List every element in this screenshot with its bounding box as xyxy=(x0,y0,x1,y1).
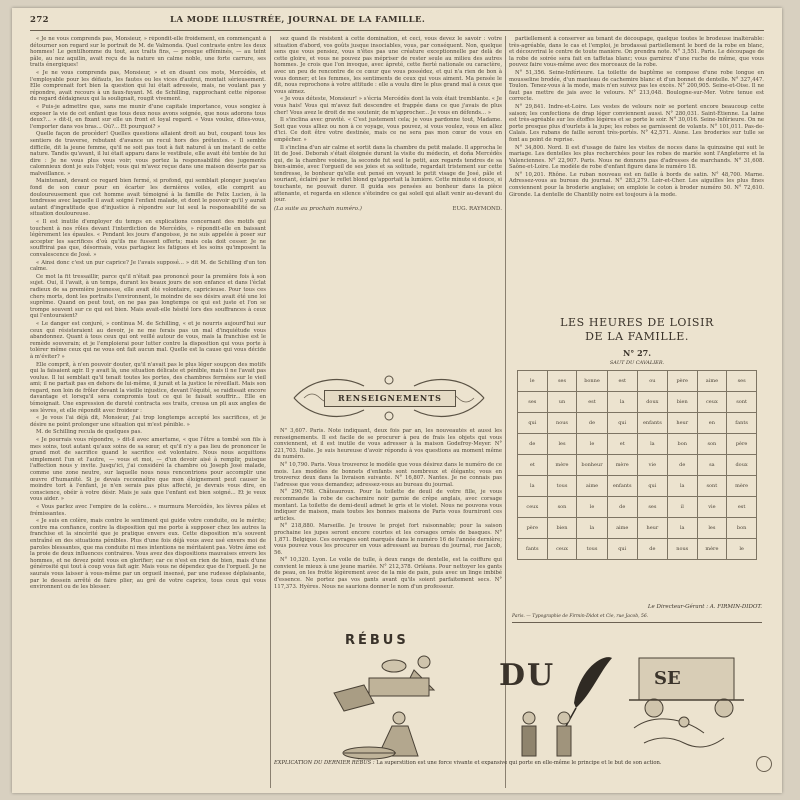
grid-cell: ses xyxy=(727,371,757,392)
paragraph: N° 34,800. Nord. Il est d'usage de faire les visites de noces dans la quinzaine qui suit le mariage. Les dentelles les plus recherchées pour les robes de mariée sont l'Angleterre et la Valenciennes. N° 22,907. Paris. Nous ne donnons pas d'adresses de marchands. N° 31,608. Saône-et-Loire. Le modèle de robe d'enfant figure dans le numéro 18. xyxy=(509,144,764,171)
grid-cell: la xyxy=(577,518,607,539)
grid-cell: père xyxy=(667,371,697,392)
column-divider xyxy=(270,36,271,788)
grid-cell: aime xyxy=(697,371,727,392)
explanation-text: La superstition est une force vivante et expansive qui porte en elle-même le principe et le but de son action. xyxy=(376,760,662,766)
man-with-barrel-icon xyxy=(334,656,434,711)
grid-cell: ceux xyxy=(518,497,548,518)
grid-cell: tous xyxy=(547,476,577,497)
grid-cell: en xyxy=(697,413,727,434)
page-number: 272 xyxy=(30,15,49,25)
renseignements-column-3 xyxy=(509,36,764,323)
grid-cell: la xyxy=(637,434,667,455)
grid-cell: de xyxy=(667,455,697,476)
paragraph: Il s'inclina avec gravité. « C'est justement cela; je vous pardonne tout, Madame. Soit que vous alliez ou non à ce voyage, vous pouvez, si vous voulez, vous en allez d'ici. Ce doit être votre destinée, mais ce ne sera pas mon cœur de vous en empêcher. » xyxy=(274,117,502,143)
flying-figure-icon xyxy=(634,717,724,747)
rebus-letters-du: DU xyxy=(499,658,556,693)
paragraph: « Je ne vous comprends pas, Monsieur, » et en disant ces mots, Mercédès, et l'employable pour les défauts, les fautes ou les vices d'autrui, montait sérieusement. Elle comprenait fort bien la question qui lui était adressée, mais, ne voulant pas y répondre, avait recours à un faux-fuyant. M. de Schilling, rapprochant cette réponse du regard dédaigneux qui la soulignait, rougit vivement. xyxy=(30,69,266,103)
serial-column-2 xyxy=(274,36,502,366)
grid-cell: sont xyxy=(697,476,727,497)
grid-cell: sont xyxy=(727,392,757,413)
journal-title: LA MODE ILLUSTRÉE, JOURNAL DE LA FAMILLE. xyxy=(170,15,426,25)
paragraph: N° 218,880. Marseille. Je trouve le projet fort raisonnable; pour la saison prochaine les jupes seront encore courtes et les corsages ornés de basques. N° 1,871. Belgique. Ces ouvrages sont marqués dans le numéro 16 de l'année dernière; vous pouvez vous les procurer en vous adressant au bureau du journal, rue Jacob, 56. xyxy=(274,523,502,556)
director-signature: Le Directeur-Gérant : A. FIRMIN-DIDOT. xyxy=(647,604,762,610)
grid-cell: qui xyxy=(518,413,548,434)
paragraph: Maintenant, devant ce regard bien fermé, si profond, qui semblait plonger jusqu'au fond de son cœur pour en écarter les dernières voiles, elle comprit au douloureusement que cet homme avait témoigné à la famille de Felix Lucien, à la tendresse avec laquelle il avait soigné l'enfant malade, et dont le pouvoir qu'il y aurait autant d'ingratitude que d'injustice à répondre sur lui seul la responsabilité de sa situation douloureuse. xyxy=(30,178,266,218)
grid-cell: doux xyxy=(637,392,667,413)
grid-cell: aime xyxy=(577,476,607,497)
paragraph: « Je ne vous comprends pas, Monsieur, » répondit-elle froidement, en commençant à détourner son regard sur le portrait de M. de Valmonda. Quel contraste entre les deux hommes! Le gentilhomme du tout, aux traits fins, — presque efféminés, — au teint pâle, au nez aquilin, avait reçu de la nature un calme noble, une forte carrure, ses traits énergiques! xyxy=(30,36,266,69)
paragraph: N° 10,790. Paris. Vous trouverez le modèle que vous désirez dans le numéro de ce mois. Les modèles de bonnets d'enfants sont nombreux et élégants; vous en trouverez deux dans la livraison suivante. N° 16,807. Nantes. Je ne connais pas l'adresse que vous demandez; adressez-vous au bureau du journal. xyxy=(274,461,502,488)
grid-cell: vie xyxy=(637,455,667,476)
serial-column-1 xyxy=(30,36,266,788)
grid-cell: la xyxy=(667,476,697,497)
grid-cell: ses xyxy=(547,371,577,392)
grid-cell: les xyxy=(547,434,577,455)
grid-cell: de xyxy=(518,434,548,455)
grid-cell: vie xyxy=(697,497,727,518)
paragraph: « Vous parlez avec l'empire de la colère... » murmura Mercédès, les lèvres pâles et frémissantes. xyxy=(30,503,266,517)
rebus-explanation xyxy=(274,760,764,766)
grid-cell: il xyxy=(667,497,697,518)
paragraph: N° 10,201. Rhône. Le ruban nouveau est en faille à bords de satin. N° 48,700. Marne. Adressez-vous au bureau du journal. N° 283,279. Loir-et-Cher. Les aiguilles les plus fines conviennent pour la broderie anglaise; on emploie le coton à broder numéro 50. N° 72,610. Gironde. La dentelle de Chantilly noire est toujours à la mode. xyxy=(509,171,764,198)
grid-cell: la xyxy=(667,518,697,539)
washerwoman-icon xyxy=(343,712,418,759)
paragraph: « Puis-je admettre que, sans me munir d'une capitale importance, vous songiez à exposer la vie de cet enfant que tous deux nous avons soignée, que nous adorons tous deux?... » dit-il, en fixant sur elle un front et loyal regard. « Vous voulez, dites-vous, l'emporter dans vos bras... Où?... Et pourquoi? » xyxy=(30,103,266,130)
paragraph: N° 3,607. Paris. Note indiquant, deux fois par an, les nouveautés et aussi les renseignements. Il est facile de se procurer à peu de frais les objets qui vous conviennent, et il est inutile de vous adresser à la maison Godefroy-Meyer. N° 221,703. Italie. Je suis heureuse d'avoir répondu à vos questions au moment même du numéro. xyxy=(274,428,502,461)
grid-cell: les xyxy=(697,518,727,539)
grid-cell: son xyxy=(697,434,727,455)
grid-cell: enfants xyxy=(637,413,667,434)
grid-cell: le xyxy=(727,539,757,560)
grid-cell: nous xyxy=(667,539,697,560)
paragraph: Quelle façon de procéder! Quelles questions allaient droit au but, coupant tous les sentiers de traverse, rebutant d'avance un recul hors des prétextes. « Il semble difficile, dit la jeune femme, qu'il ne soit pas tout à fait naturel à un instant de cette nature. Tandis qu'avant, il lui était apparu dans le vestibule, elle avait été tentée de lui dire : Je ne vous plus vous voir; vous portez la responsabilité des jugements calomnieux dont je suis l'objet; vous qui m'avez reçue dans une maison déserte par sa malveillance. » xyxy=(30,131,266,177)
leisure-title-line1: LES HEURES DE LOISIR xyxy=(560,316,714,329)
grid-row xyxy=(518,413,757,434)
two-men-icon xyxy=(522,712,571,756)
continuation-note: (La suite au prochain numéro.) xyxy=(274,205,362,212)
paragraph: Elle comprit, à n'en pouvoir douter, qu'il n'avait pas le plus léger soupçon des motifs qui la faisaient agir. Il y avait là, une situation délicate et pénible, mais il ne l'avait pas voulue. Il lui semblait qu'il tenait toutes les portes, des chambres fermées sur le vieil ami; il ne partait pas en dehors de lui-même, il jurait et la justice le réveillait. Mais son regard, non loin de frôler devant la vieille injustice, devant l'équité, se raidissait encore davantage et lorsqu'il sera compromis tout ce qui le faisait souffrir... Elle en témoignait. Une expression de dureté contracta ses traits, creusa un pli aux angles de ses lèvres, et elle répondit avec froideur : xyxy=(30,361,266,414)
grid-cell: un xyxy=(547,392,577,413)
grid-row xyxy=(518,497,757,518)
grid-row xyxy=(518,518,757,539)
grid-cell: bon xyxy=(667,434,697,455)
knight-tour-grid xyxy=(517,370,757,560)
section-rule xyxy=(512,622,762,623)
explanation-label: EXPLICATION DU DERNIER RÉBUS : xyxy=(274,760,375,766)
grid-row xyxy=(518,539,757,560)
grid-cell: nous xyxy=(547,413,577,434)
grid-cell: et xyxy=(518,455,548,476)
library-stamp-icon xyxy=(756,756,772,772)
paragraph: « Je vous déteste, Monsieur! » s'écria Mercédès dont la voix était tremblante. « Je vous hais! Vous qui m'avez fait descendre et frappée dans ce que j'avais de plus cher! Vous avez le droit de me soutenir, de m'approcher... Je vous en défends... » xyxy=(274,96,502,116)
grid-cell: la xyxy=(518,476,548,497)
renseignements-title: RENSEIGNEMENTS xyxy=(324,390,456,407)
grid-cell: père xyxy=(727,434,757,455)
grid-cell: mère xyxy=(547,455,577,476)
grid-cell: qui xyxy=(637,476,667,497)
grid-cell: est xyxy=(577,392,607,413)
paragraph: N° 290,768. Châteauroux. Pour la toilette de deuil de votre fille, je vous recommande la robe de cachemire noir garnie de crêpe anglais, avec corsage montant. La toilette de demi-deuil admet le gris et le violet. Nous ne pouvons vous indiquer de maison, mais toutes les bonnes maisons de Paris vous fourniront ces articles. xyxy=(274,489,502,522)
paragraph: « Je suis en colère, mais contre le sentiment qui guide votre conduite, ou le mérite; contre ma confiance, contre la disposition qui me porte à supposer chez les autres la franchise et la sincérité que je pratique envers eux. Cette disposition m'a souvent entraîné en des situations pénibles. Plus d'une fois déjà vous avez usé envers moi de paroles blessantes, que ma conduite ni mes intentions ne méritaient pas. Votre âme est la proie de deux influences contraires. Vous avez des dispositions mauvaises envers les hommes, et ne devez point vous en glorifier; car ce n'est en rien de bien, mais d'une générosité qui tout à coup vous fait agir. Mais vous ne dépendez que de l'orgueil. Je ne saurais vous laisser à vous-même par un orgueil insensé, par une rudesse déplaisante, par le dessein arrêté de faire plier, au gré de votre caprice, tous ceux qui vous environnent ou de les blesser. xyxy=(30,518,266,591)
grid-cell: qui xyxy=(607,539,637,560)
grid-cell: est xyxy=(727,497,757,518)
quill-icon xyxy=(566,657,612,726)
grid-row xyxy=(518,392,757,413)
grid-cell: mère xyxy=(697,539,727,560)
paragraph: « Il est inutile d'employer du temps en explications concernant des motifs qui touchent à nos rôles devant l'interdiction de Mercédès, » répondit-elle en baissant légèrement les épaules. « Pendant les jours d'angoisse, je ne suis appelée à poser sur accepter les sacrifices d'où qu'ils me fussent offerts; mais cela doit cesser. Je ne souffrirai pas que, désormais, vous partagiez les fatigues et les soins qu'imposent la convalescence de José. » xyxy=(30,219,266,258)
grid-cell: et xyxy=(607,434,637,455)
grid-cell: aime xyxy=(607,518,637,539)
grid-cell: fants xyxy=(727,413,757,434)
grid-cell: bien xyxy=(547,518,577,539)
grid-cell: bien xyxy=(667,392,697,413)
grid-cell: de xyxy=(637,539,667,560)
paragraph: « Je vous l'ai déjà dit, Monsieur, j'ai trop longtemps accepté les sacrifices, et je désire ne point prolonger une situation qui m'est pénible. » xyxy=(30,415,266,428)
newspaper-page xyxy=(12,8,782,793)
serial-signature xyxy=(274,206,502,213)
grid-row xyxy=(518,371,757,392)
grid-cell: sa xyxy=(697,455,727,476)
grid-cell: ses xyxy=(518,392,548,413)
author-name: EUG. RAYMOND. xyxy=(452,205,502,212)
grid-cell: mère xyxy=(727,476,757,497)
grid-cell: ses xyxy=(637,497,667,518)
paragraph: « Ainsi donc c'est un pur caprice? Je l'avais supposé... » dit M. de Schilling d'un ton calme. xyxy=(30,259,266,273)
grid-cell: enfants xyxy=(607,476,637,497)
grid-cell: le xyxy=(577,434,607,455)
running-header xyxy=(30,15,764,29)
paragraph: N° 29,841. Indre-et-Loire. Les vestes de velours noir se portent encore beaucoup cette saison; les confections de drap léger conviennent aussi. N° 280,031. Saint-Étienne. La laine est très-agréable sur les étoffes légères et se porte le soir. N° 30,016. Seine-Inférieure. On ne porte presque plus d'ourlets à la jupe; les robes se garnissent de volants. N° 101,011. Pas-de-Calais. Les rubans de faille seront très-portés. N° 42,571. Aisne. Les broderies sur tulle se font au point de reprise. xyxy=(509,103,764,143)
grid-cell: le xyxy=(518,371,548,392)
grid-cell: fants xyxy=(518,539,548,560)
grid-cell: bonne xyxy=(577,371,607,392)
paragraph: N° 10,320. Lyon. Le voile de tulle, à deux rangs de dentelle, est la coiffure qui convient le mieux à une jeune mariée. N° 212,378. Orléans. Pour nettoyer les gants de peau, on les frotte légèrement avec de la mie de pain, puis avec un linge imbibé d'essence. Ne portez pas vos gants avant qu'ils soient parfaitement secs. N° 117,373. Hyères. Nous ne saurions donner le nom d'un professeur. xyxy=(274,557,502,590)
grid-cell: ou xyxy=(637,371,667,392)
rebus-letters-se: SE xyxy=(654,668,681,689)
leisure-section-title xyxy=(512,316,762,344)
paragraph: Il s'inclina d'un air calme et sortit dans la chambre du petit malade. Il approcha le lit de José. Deborah s'était éloignée durant la visite du médecin, et doña Mercédès qui, de la chambre voisine, la seconde fut seul le petit, aux regards tendres de sa bien-aimée, avec l'orgueil de ses joies et sa solitude, regardait tristement sur cette tendresse, le bonheur qu'elle eut pensé en voyant le petit visage de José, pâle et souriant, éclairé par le reflet blond qu'apportait la lumière. Cette minute si douce, si touchante, ne pouvait durer. Il guida ses pensées au bonheur dans la pièce attenante, et regarda en silence s'éteindre ce gai soleil qui allait venir au-devant du jour. xyxy=(274,144,502,204)
grid-cell: bonheur xyxy=(577,455,607,476)
grid-cell: son xyxy=(547,497,577,518)
grid-row xyxy=(518,434,757,455)
grid-cell: qui xyxy=(607,413,637,434)
header-rule xyxy=(30,30,764,31)
grid-cell: ceux xyxy=(547,539,577,560)
printer-imprint: Paris. — Typographie de Firmin-Didot et Cie, rue Jacob, 56. xyxy=(512,614,649,619)
grid-cell: heur xyxy=(637,518,667,539)
paragraph: Ce mot la fit tressaillir, parce qu'il n'était pas prononcé pour la première fois à son sujet. Oui, il l'avait, à un temps, durant les beaux jours de son enfance et dans l'éclat radieux de sa première jeunesse, elle avait été volontaire, capricieuse. Pour tous ces chers morts, dont les portraits l'environnent, le moindre de ses désirs avait été une loi suprême. Quand on peut tout, on ne pas pas longtemps ce qui est juste et l'on se trompe souvent sur ce qui est bien. Mais avait-elle hésité lors des souffrances à ceux qui l'entouraient? xyxy=(30,273,266,320)
grid-row xyxy=(518,476,757,497)
grid-cell: père xyxy=(518,518,548,539)
grid-cell: mère xyxy=(607,455,637,476)
paragraph: sez quand ils résistent à cette domination, et ceci, vous devez le savoir : votre situation d'abord, vos goûts jusque insociables, vous, par conséquent. Non, quelque sens que vous pensiez, vous n'êtes pas une créature exceptionnelle par delà de cette gloire, et vous ne pouvez pas mépriser de rester seule au milieu des autres hommes. Je crois que l'on invoque, avec âpreté, cette fierté nationale ou caractère, avec un peu de rencontre de ce cœur que vous possédez, et qui n'a rien de bon à vous donner; et les femmes, les sentiments de ceux qui vous aiment. Ma pensée le dit, nous reprochons à votre attitude : elle a voulu dire le plus grand mal à ceux que vous aimez. xyxy=(274,36,502,95)
grid-cell: le xyxy=(577,497,607,518)
renseignements-banner xyxy=(284,374,494,422)
paragraph: N° 51,356. Seine-Inférieure. La toilette de baptême se compose d'une robe longue en mousseline brodée, d'un manteau de cachemire blanc et d'un bonnet de dentelle. N° 327,447. Toulon. Tenez-vous à la mode, mais n'en suivez pas les excès. N° 200,905. Seine-et-Oise. Il ne faut pas mettre de jais avec le velours. N° 213,048. Boulogne-sur-Mer. Votre tenue est correcte. xyxy=(509,69,764,103)
grid-cell: est xyxy=(607,371,637,392)
grid-cell: heur xyxy=(667,413,697,434)
grid-cell: tous xyxy=(577,539,607,560)
rebus-title: RÉBUS xyxy=(345,633,409,648)
grid-cell: bon xyxy=(727,518,757,539)
paragraph: « Le danger est conjuré, » continua M. de Schilling, « et je nourris aujourd'hui sur ceux qui résisteraient au devoir, je ne me ferais pas un mal d'inquiétude vous abandonnez. Quant à tous ceux qui ont veillé autour de vous, mais la franchise est le remède souverain; et je l'emploierai pour lutter contre la disposition qui vous porte à tolérer même ceux qui ne vous ont fait aucun mal. Quelle est la cause qui vous décide à m'éviter? » xyxy=(30,320,266,360)
leisure-title-line2: DE LA FAMILLE. xyxy=(585,330,689,343)
grid-row xyxy=(518,455,757,476)
carriage-icon xyxy=(629,658,744,717)
grid-cell: de xyxy=(577,413,607,434)
puzzle-subtitle: SAUT DU CAVALIER. xyxy=(609,360,665,366)
grid-cell: ceux xyxy=(697,392,727,413)
grid-cell: la xyxy=(607,392,637,413)
paragraph: partiellement à conserver au tenant de découpage, quelque toutes le brodeuse inaltérable: très-agréable, dans le cas et l'emploi, je brodassai partiellement le bord de la robe en blanc, et découvrirai le centre de toute manière. On prendra note. N° 3,551. Paris. Le découpage de la robe de soirée sera fait en taffetas blanc; vous garnirez d'une ruche de même, que vous pouvez faire vous-même avec des morceaux de la robe. xyxy=(509,36,764,69)
paragraph: « Je pourrais vous répondre, » dit-il avec amertume, « que l'être a tombé son fils à mes soins, tout autant qu'aux soins de sa sœur, et qu'il n'y a pas lieu de prononcer le grand mot de sacrifice quand le sacrifice est volontaire. Nous nous acquittons simplement l'un et l'autre, — vous et moi, — d'un devoir aisé à remplir, puisque l'affection nous y invite. Jusqu'ici, j'ai considéré la chambre où Joseph José malade, comme une zone neutre, sur laquelle nous nous rencontrions pour accomplir une œuvre d'humanité. Si je devais reconnaître que mon éloignement peut causer le moindre tort à l'enfant, je n'en serais pas plus affecté, je devrais vous dire, en conscience, obéir à votre désir. Mais je sais que l'enfant est bien soigné... Et je veux vous aider. » xyxy=(30,437,266,503)
puzzle-number: N° 27. xyxy=(622,348,651,358)
paragraph: M. de Schilling recula de quelques pas. xyxy=(36,429,142,436)
grid-cell: de xyxy=(607,497,637,518)
grid-cell: doux xyxy=(727,455,757,476)
